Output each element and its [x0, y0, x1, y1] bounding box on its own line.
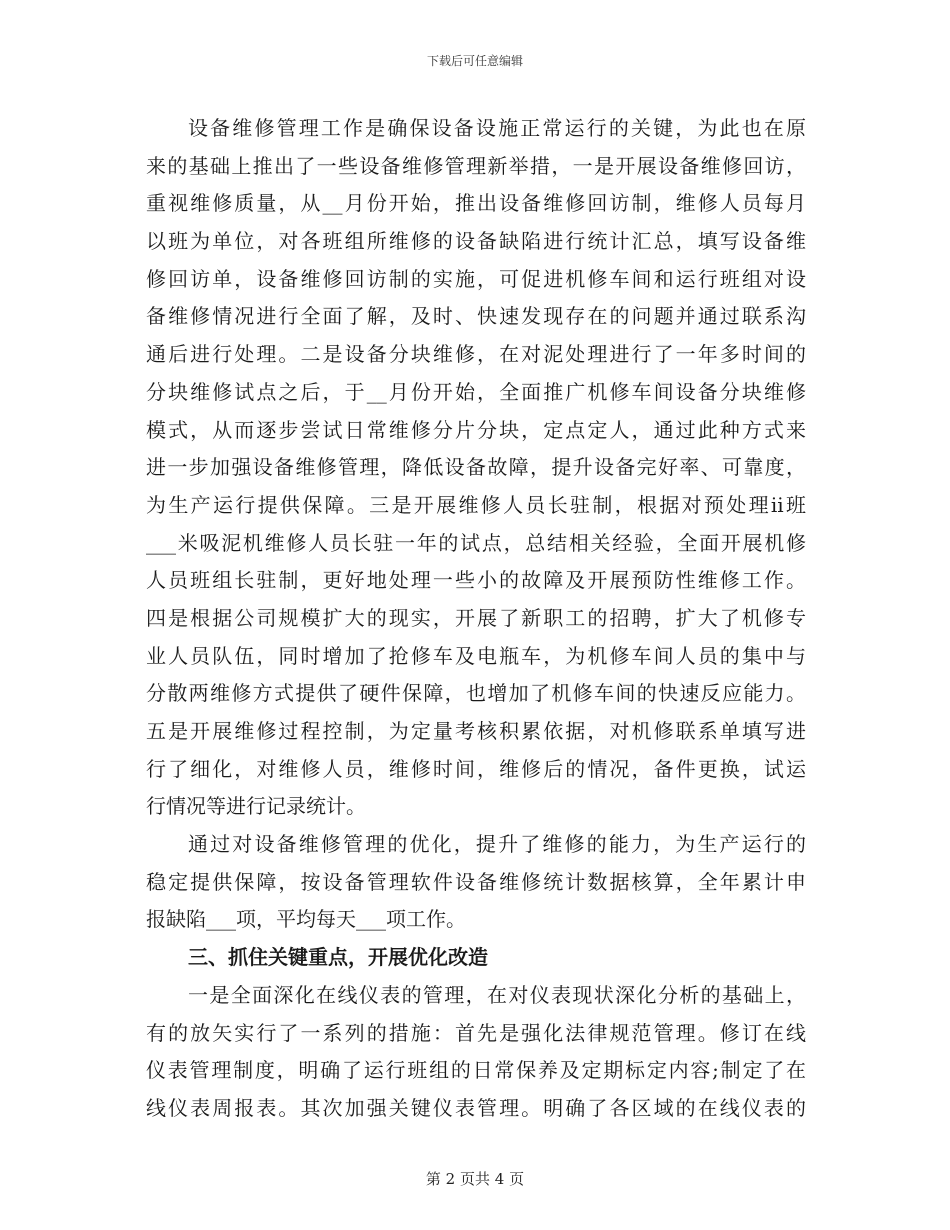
- text-line: 设备维修管理工作是确保设备设施正常运行的关键，为此也在原: [188, 116, 806, 140]
- text-line: 通后进行处理。二是设备分块维修，在对泥处理进行了一年多时间的: [146, 342, 806, 367]
- text-line: 以班为单位，对各班组所维修的设备缺陷进行统计汇总，填写设备维: [146, 229, 806, 254]
- text-line: 分块维修试点之后，于__月份开始，全面推广机修车间设备分块维修: [146, 379, 806, 404]
- page-footer: 第 2 页共 4 页: [425, 1170, 525, 1188]
- text-line: 四是根据公司规模扩大的现实，开展了新职工的招聘，扩大了机修专: [146, 605, 806, 630]
- text-line: 报缺陷___项，平均每天___项工作。: [146, 907, 466, 932]
- text-line: 来的基础上推出了一些设备维修管理新举措，一是开展设备维修回访，: [146, 153, 806, 178]
- page-header: 下载后可任意编辑: [426, 54, 523, 68]
- text-line: 稳定提供保障，按设备管理软件设备维修统计数据核算，全年累计申: [146, 869, 806, 894]
- text-line: 五是开展维修过程控制，为定量考核积累依据，对机修联系单填写进: [146, 719, 806, 743]
- text-line: 备维修情况进行全面了解，及时、快速发现存在的问题并通过联系沟: [146, 304, 806, 329]
- text-line: 有的放矢实行了一系列的措施：首先是强化法律规范管理。修订在线: [146, 1020, 806, 1045]
- text-line: 业人员队伍，同时增加了抢修车及电瓶车，为机修车间人员的集中与: [146, 643, 806, 668]
- text-line: 为生产运行提供保障。三是开展维修人员长驻制，根据对预处理ii班: [146, 492, 806, 517]
- text-line: 线仪表周报表。其次加强关键仪表管理。明确了各区域的在线仪表的: [146, 1095, 806, 1120]
- text-line: 进一步加强设备维修管理，降低设备故障，提升设备完好率、可靠度，: [146, 455, 806, 480]
- text-line: ___米吸泥机维修人员长驻一年的试点，总结相关经验，全面开展机修: [146, 530, 806, 555]
- text-line: 一是全面深化在线仪表的管理，在对仪表现状深化分析的基础上，: [188, 982, 806, 1007]
- text-line: 人员班组长驻制，更好地处理一些小的故障及开展预防性维修工作。: [146, 568, 806, 593]
- text-line: 分散两维修方式提供了硬件保障，也增加了机修车间的快速反应能力。: [146, 681, 806, 706]
- text-line: 修回访单，设备维修回访制的实施，可促进机修车间和运行班组对设: [146, 266, 806, 291]
- document-body: [146, 110, 806, 1128]
- text-line: 行情况等进行记录统计。: [146, 794, 366, 819]
- section-heading: 三、抓住关键重点，开展优化改造: [188, 945, 488, 970]
- text-line: 仪表管理制度，明确了运行班组的日常保养及定期标定内容;制定了在: [146, 1058, 806, 1083]
- text-line: 通过对设备维修管理的优化，提升了维修的能力，为生产运行的: [188, 832, 806, 857]
- text-line: 重视维修质量，从__月份开始，推出设备维修回访制，维修人员每月: [146, 191, 806, 216]
- text-line: 模式，从而逐步尝试日常维修分片分块，定点定人，通过此种方式来: [146, 417, 806, 442]
- text-line: 行了细化，对维修人员，维修时间，维修后的情况，备件更换，试运: [146, 756, 806, 781]
